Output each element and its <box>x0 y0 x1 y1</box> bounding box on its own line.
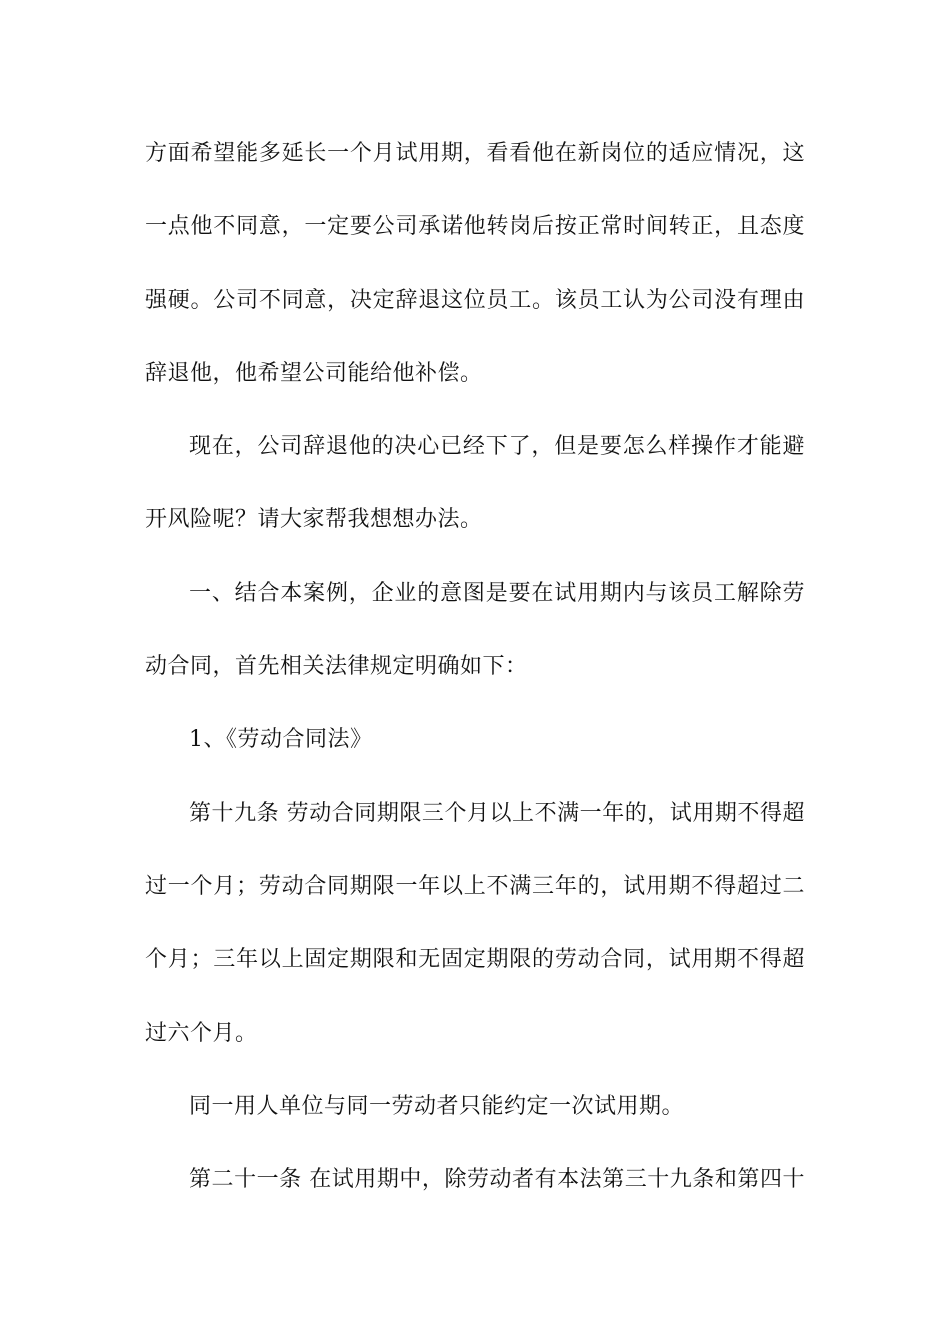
text-line: 现在，公司辞退他的决心已经下了，但是要怎么样操作才能避 <box>189 434 805 460</box>
text-line: 强硬。公司不同意，决定辞退这位员工。该员工认为公司没有理由 <box>145 287 805 313</box>
text-line: 辞退他，他希望公司能给他补偿。 <box>145 360 483 386</box>
text-line: 一、结合本案例，企业的意图是要在试用期内与该员工解除劳 <box>189 580 805 606</box>
text-line: 动合同，首先相关法律规定明确如下： <box>145 654 528 680</box>
text-line: 方面希望能多延长一个月试用期，看看他在新岗位的适应情况，这 <box>145 141 805 166</box>
document-body <box>145 126 805 1225</box>
text-line: 过一个月；劳动合同期限一年以上不满三年的，试用期不得超过二 <box>145 873 805 899</box>
text-line: 第二十一条 在试用期中，除劳动者有本法第三十九条和第四十 <box>189 1167 805 1193</box>
text-line: 同一用人单位与同一劳动者只能约定一次试用期。 <box>189 1093 685 1119</box>
text-line: 第十九条 劳动合同期限三个月以上不满一年的，试用期不得超 <box>189 800 805 826</box>
text-line: 开风险呢？请大家帮我想想办法。 <box>145 507 483 533</box>
text-line: 过六个月。 <box>145 1020 258 1046</box>
text-line: 个月；三年以上固定期限和无固定期限的劳动合同，试用期不得超 <box>145 947 805 973</box>
text-line: 1、《劳动合同法》 <box>189 727 373 753</box>
text-line: 一点他不同意，一定要公司承诺他转岗后按正常时间转正，且态度 <box>145 214 805 240</box>
